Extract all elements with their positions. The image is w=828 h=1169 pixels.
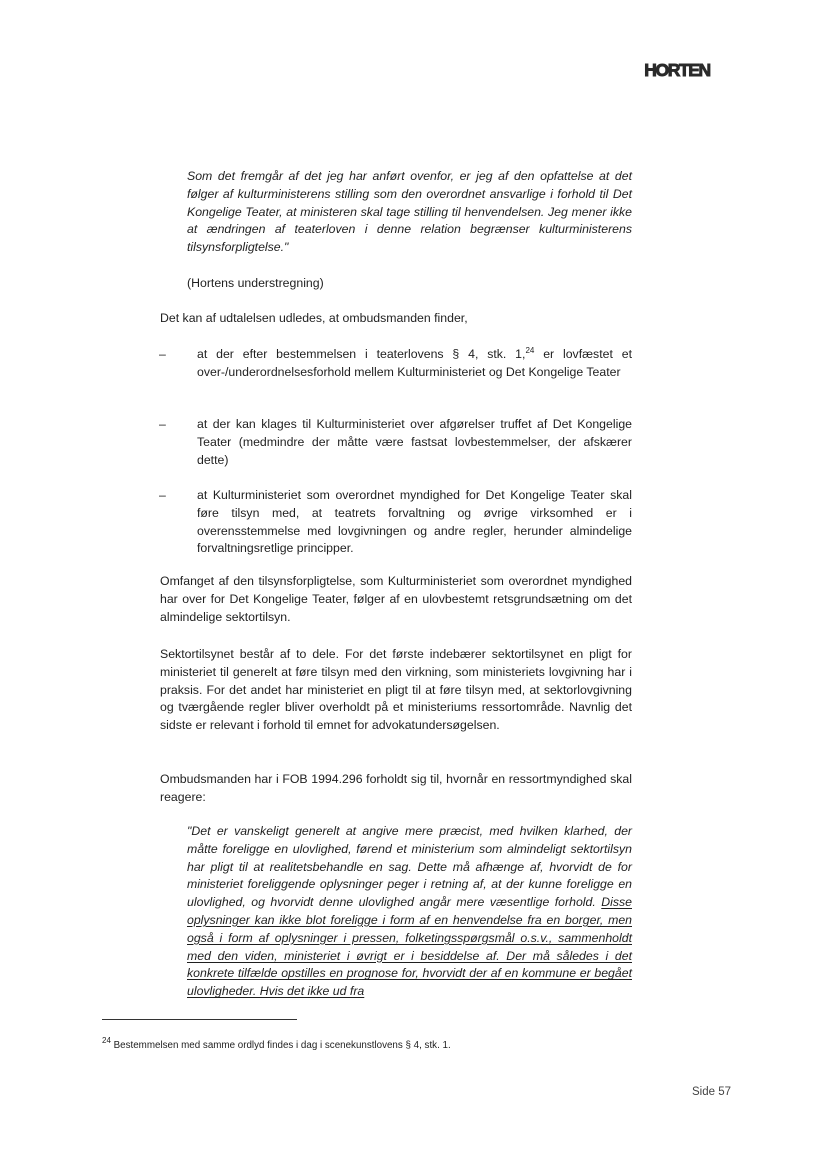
footnote-ref[interactable]: 24 xyxy=(525,346,535,355)
dash-bullet: – xyxy=(159,417,166,431)
page-number: Side 57 xyxy=(691,1086,731,1098)
footnote-number: 24 xyxy=(102,1035,111,1045)
logo-text: HORTEN xyxy=(644,60,710,80)
footnote xyxy=(102,1035,662,1052)
list-item-text: at der kan klages til Kulturministeriet over afgørelser truffet af Det Kongelige Teater (medmindre der måtte være fastsat lovbestemmelser, der afskærer dette) xyxy=(197,417,632,467)
dash-bullet: – xyxy=(159,347,166,361)
quote-ombudsman-1: Som det fremgår af det jeg har anført ovenfor, er jeg af den opfattelse at det følger af kulturministerens stilling som den overordnet ansvarlige i forhold til Det Kongelige Teater, at ministeren skal tage stilling til henvendelsen. Jeg mener ikke at ændringen af teaterloven i denne relation begrænser kulturministerens tilsynsforpligtelse." xyxy=(187,169,632,255)
paragraph-tilsyn-scope: Omfanget af den tilsynsforpligtelse, som Kulturministeriet som overordnet myndighed har over for Det Kongelige Teater, følger af en ulovbestemt retsgrundsætning om det almindelige sektortilsyn. xyxy=(160,574,632,624)
paragraph-fob-intro: Ombudsmanden har i FOB 1994.296 forholdt sig til, hvornår en ressortmyndighed skal reagere: xyxy=(160,772,632,804)
horten-logo xyxy=(635,60,719,80)
quote-plain-part: "Det er vanskeligt generelt at angive mere præcist, med hvilken klarhed, der måtte foreligge en ulovlighed, førend et ministerium som almindeligt sektortilsyn har pligt til at realitetsbehandle en sag. Dette må afhænge af, hvorvidt de for ministeriet foreliggende oplysninger peger i retning af, at der kunne foreligge en ulovlighed, og hvorvidt denne ulovlighed angår mere væsentlige forhold. xyxy=(187,824,632,910)
emphasis-note: (Hortens understregning) xyxy=(187,276,324,290)
footnote-divider xyxy=(102,1019,297,1020)
dash-bullet: – xyxy=(159,488,166,502)
intro-sentence: Det kan af udtalelsen udledes, at ombudsmanden finder, xyxy=(160,311,468,325)
list-item-text: at Kulturministeriet som overordnet myndighed for Det Kongelige Teater skal føre tilsyn med, at teatrets forvaltning og øvrige virksomhed er i overensstemmelse med lovgivningen og andre regler, herunder almindelige forvaltningsretlige principper. xyxy=(197,488,632,556)
paragraph-sektortilsyn: Sektortilsynet består af to dele. For det første indebærer sektortilsynet en pligt for ministeriet til generelt at føre tilsyn med den virkning, som ministeriets lovgivning har i praksis. For det andet har ministeriet en pligt til at føre tilsyn med, at sektorlovgivning og tværgående regler bliver overholdt på et ministeriums ressortområde. Navnlig det sidste er relevant i forhold til emnet for advokatundersøgelsen. xyxy=(160,647,632,733)
quote-ombudsman-2 xyxy=(187,823,632,1001)
list-item-text: at der efter bestemmelsen i teaterlovens § 4, stk. 1,24 er lovfæstet et over-/underordnelsesforhold mellem Kulturministeriet og Det Kongelige Teater xyxy=(197,346,632,379)
footnote-text: Bestemmelsen med samme ordlyd findes i dag i scenekunstlovens § 4, stk. 1. xyxy=(110,1039,451,1051)
quote-underlined-part: Disse oplysninger kan ikke blot foreligge i form af en henvendelse fra en borger, men også i form af oplysninger i pressen, folketingsspørgsmål o.s.v., sammenholdt med den viden, ministeriet i øvrigt er i besiddelse af. Der må således i det konkrete tilfælde opstilles en prognose for, hvorvidt der af en kommune er begået ulovligheder. Hvis det ikke ud fra xyxy=(187,895,632,999)
